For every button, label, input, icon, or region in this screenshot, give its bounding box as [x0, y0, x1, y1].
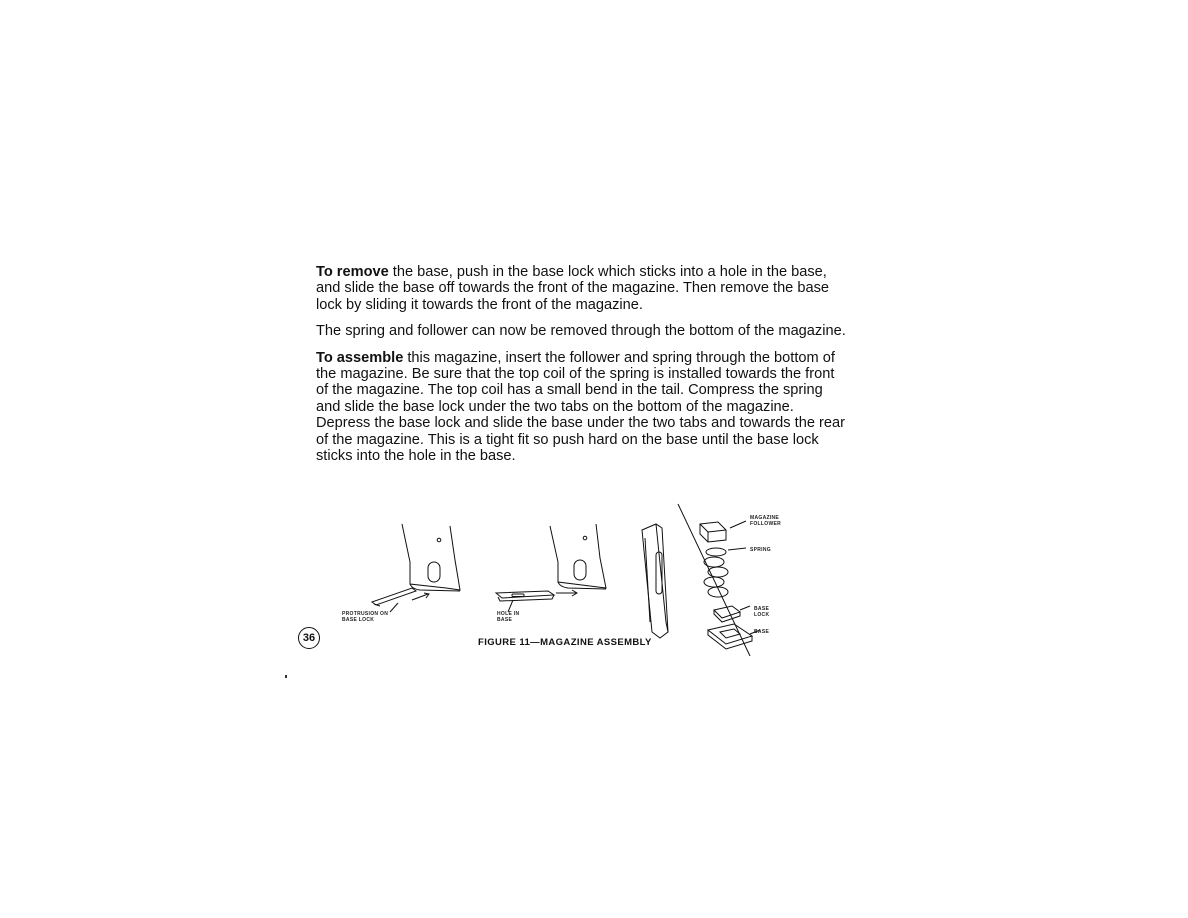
page-number [298, 627, 320, 649]
paragraph-assemble [316, 350, 846, 465]
body-text [316, 264, 846, 474]
leader-spring [728, 548, 746, 550]
figure-illustration [300, 500, 820, 660]
label-follower-line1: MAGAZINE [750, 515, 780, 521]
label-spring: SPRING [750, 547, 771, 553]
label-protrusion-line1: PROTRUSION ON [342, 611, 389, 617]
base-part [496, 591, 554, 601]
magazine-bottom-drawing-1 [402, 524, 460, 591]
scan-speck [285, 675, 287, 678]
leader-base-lock [740, 606, 750, 610]
label-base-lock-line1: BASE [754, 606, 770, 612]
label-base-lock-line2: LOCK [754, 612, 770, 618]
label-base: BASE [754, 629, 770, 635]
label-protrusion-line2: BASE LOCK [342, 617, 375, 623]
label-follower-line2: FOLLOWER [750, 521, 782, 527]
page-number-text: 36 [302, 632, 316, 644]
paragraph-lead: To assemble [316, 349, 404, 366]
label-hole-line1: HOLE IN [497, 611, 520, 617]
magazine-body [642, 524, 668, 638]
insert-arrow-2 [556, 590, 577, 596]
magazine-assembly-figure [300, 500, 820, 660]
paragraph-spring [316, 323, 846, 339]
figure-caption: FIGURE 11—MAGAZINE ASSEMBLY [478, 637, 652, 648]
label-hole-line2: BASE [497, 617, 513, 623]
magazine-bottom-drawing-2 [550, 524, 606, 589]
paragraph-text: the base, push in the base lock which sticks into a hole in the base, and slide the base off towards the front of the magazine. Then remove the base lock by sliding it towards the front of the magazine. [316, 264, 829, 313]
paragraph-lead: To remove [316, 264, 389, 280]
leader-follower [730, 521, 746, 528]
paragraph-remove [316, 264, 846, 313]
paragraph-text: The spring and follower can now be removed through the bottom of the magazine. [316, 323, 846, 340]
base-lock-part [372, 588, 416, 606]
leader-protrusion [390, 603, 398, 612]
insert-arrow-1 [412, 593, 429, 600]
follower-part [700, 522, 726, 542]
spring-part [704, 548, 728, 597]
paragraph-text: this magazine, insert the follower and spring through the bottom of the magazine. Be sure that the top coil of the spring is installed towards the front of the magazine. The top coil has a small bend in the tail. Compress the spring and slide the base lock under the two tabs on the bottom of the magazine. Depress the base lock and slide the base under the two tabs and towards the rear of the magazine. This is a tight fit so push hard on the base until the base lock sticks into the hole in the base. [316, 349, 845, 465]
